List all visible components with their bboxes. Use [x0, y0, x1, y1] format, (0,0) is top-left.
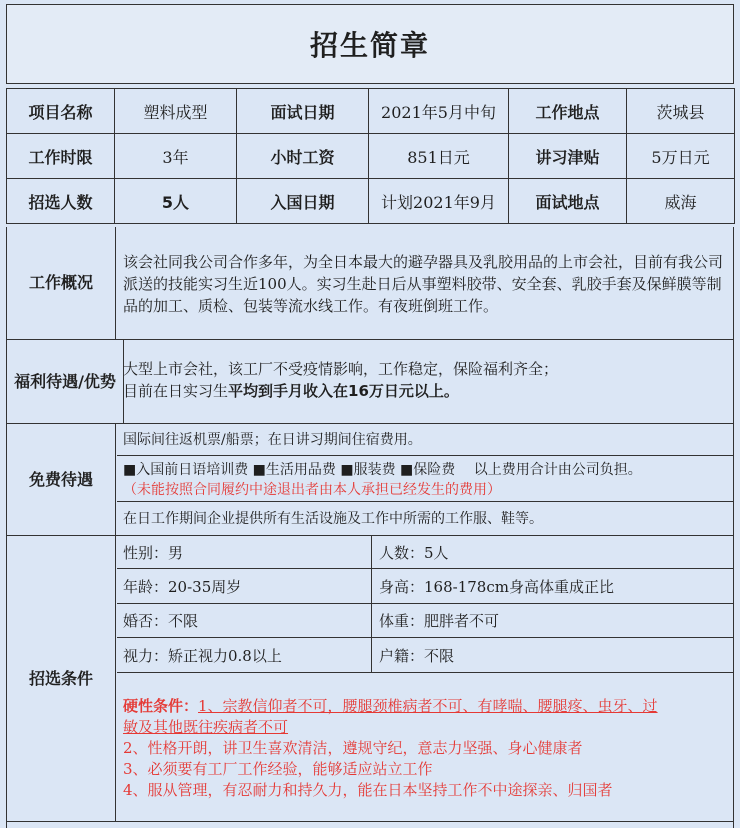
info-value: 计划2021年9月: [369, 179, 509, 224]
overview-section: [6, 227, 734, 340]
info-label: 小时工资: [237, 134, 369, 179]
condition-height: 身高：168-178cm身高体重成正比: [379, 577, 614, 596]
info-row: [7, 89, 735, 134]
hard-requirements: [123, 696, 727, 801]
info-value: 5万日元: [627, 134, 735, 179]
requirement-1: [123, 696, 727, 717]
overview-label: 工作概况: [7, 227, 116, 339]
requirement-3: 3、必须要有工厂工作经验，能够适应站立工作: [123, 760, 433, 778]
conditions-label: 招选条件: [7, 536, 116, 821]
overview-text: 该会社同我公司合作多年，为全日本最大的避孕器具及乳胶用品的上市会社，目前有我公司派送的技能实习生近100人。实习生赴日后从事塑料胶带、安全套、乳胶手套及保鲜膜等制品的加工、质检、包装等流水线工作。有夜班倒班工作。: [123, 253, 724, 315]
info-label: 招选人数: [7, 179, 115, 224]
info-label: 入国日期: [237, 179, 369, 224]
condition-weight: 体重：肥胖者不可: [379, 612, 500, 630]
info-label: 工作时限: [7, 134, 115, 179]
page-title: 招生简章: [6, 4, 734, 84]
info-value: 3年: [115, 134, 237, 179]
info-value: 茨城县: [627, 89, 735, 134]
condition-vision: 视力：矫正视力0.8以上: [123, 646, 282, 665]
free-section: [6, 424, 734, 536]
benefits-income: 平均到手月收入在16万日元以上。: [228, 382, 459, 400]
requirement-1-a: 1、宗教信仰者不可，腰腿颈椎病者不可、有哮喘、腰腿疼、虫牙、过: [198, 697, 658, 715]
info-row: [7, 179, 735, 224]
condition-age: 年龄：20-35周岁: [123, 577, 242, 596]
next-section-edge: [6, 822, 734, 828]
requirement-4: 4、服从管理，有忍耐力和持久力，能在日本坚持工作不中途探亲、归国者: [123, 781, 613, 799]
condition-count: 人数：5人: [379, 543, 449, 562]
benefits-line-1: 大型上市会社，该工厂不受疫情影响，工作稳定，保险福利齐全；: [123, 360, 559, 378]
condition-hukou: 户籍：不限: [379, 646, 455, 665]
free-label: 免费待遇: [7, 424, 116, 535]
conditions-section: [6, 536, 734, 822]
info-label: 面试日期: [237, 89, 369, 134]
free-note: （未能按照合同履约中途退出者由本人承担已经发生的费用）: [123, 482, 501, 498]
hard-label: 硬性条件：: [123, 697, 199, 715]
requirement-1-b: 敏及其他既往疾病者不可: [123, 718, 289, 736]
info-label: 项目名称: [7, 89, 115, 134]
benefits-line-2-text: 目前在日实习生: [123, 382, 229, 400]
free-row-1: 国际间往返机票/船票；在日讲习期间住宿费用。: [117, 424, 733, 456]
info-value: 851日元: [369, 134, 509, 179]
benefits-section: [6, 340, 734, 424]
benefits-label: 福利待遇/优势: [7, 340, 124, 423]
info-label: 讲习津贴: [509, 134, 627, 179]
info-table: [6, 88, 735, 224]
free-row-3: 在日工作期间企业提供所有生活设施及工作中所需的工作服、鞋等。: [123, 511, 543, 527]
benefits-line-2: [123, 380, 727, 402]
info-label: 工作地点: [509, 89, 627, 134]
conditions-content: [117, 536, 733, 821]
info-value: 塑料成型: [115, 89, 237, 134]
condition-marital: 婚否：不限: [123, 612, 199, 630]
free-row-2: [117, 456, 733, 502]
free-items: ■入国前日语培训费 ■生活用品费 ■服装费 ■保险费 以上费用合计由公司负担。: [123, 462, 642, 478]
requirement-2: 2、性格开朗，讲卫生喜欢清洁，遵规守纪，意志力坚强、身心健康者: [123, 739, 583, 757]
info-label: 面试地点: [509, 179, 627, 224]
info-value: 5人: [115, 179, 237, 224]
info-value: 威海: [627, 179, 735, 224]
info-row: [7, 134, 735, 179]
info-value: 2021年5月中旬: [369, 89, 509, 134]
condition-gender: 性别：男: [123, 543, 184, 562]
